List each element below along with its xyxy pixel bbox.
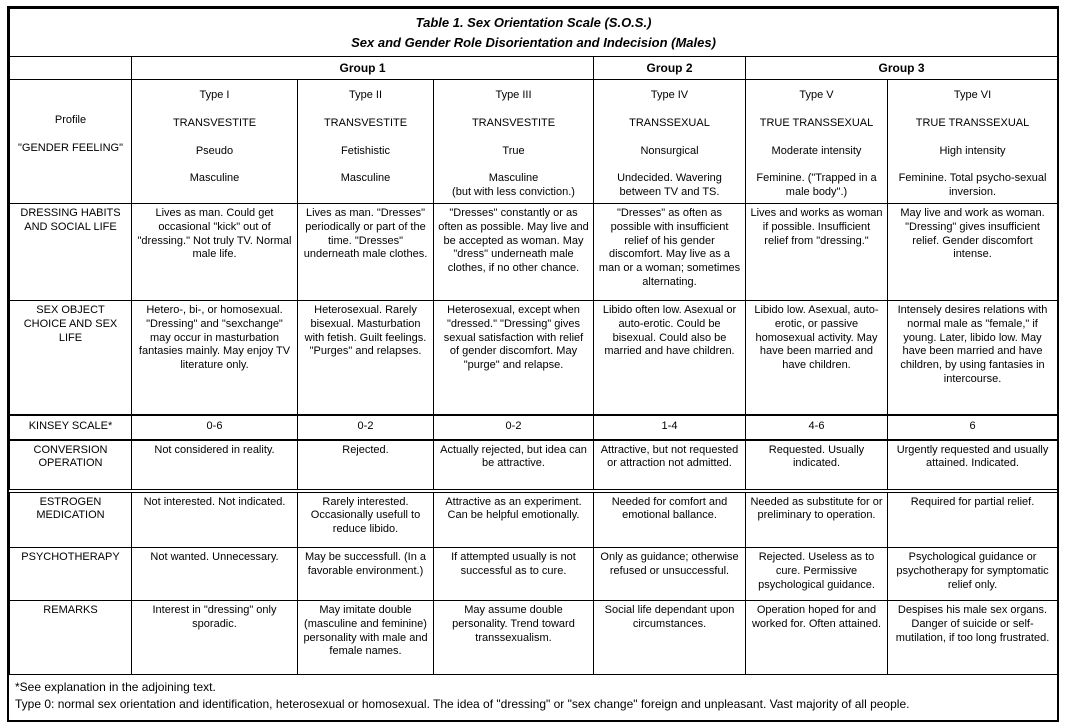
type-category: TRANSVESTITE (172, 116, 257, 129)
conversion-operation-row (10, 440, 1058, 491)
row-label: KINSEY SCALE* (10, 415, 132, 440)
table-cell: Requested. Usually indicated. (746, 440, 888, 491)
type-category: TRANSVESTITE (471, 116, 556, 129)
profile-type-2 (298, 80, 434, 204)
type-variant: Moderate intensity (771, 144, 862, 157)
table-title (10, 9, 1058, 57)
type-feeling: Masculine (189, 172, 240, 185)
row-label: PSYCHOTHERAPY (10, 548, 132, 601)
row-label: REMARKS (10, 601, 132, 675)
kinsey-scale-row (10, 415, 1058, 440)
table-cell: 1-4 (594, 415, 746, 440)
sos-table (9, 8, 1058, 675)
type-feeling: Masculine (340, 172, 391, 185)
sos-table-frame (7, 6, 1059, 722)
table-cell: May imitate double (masculine and feminine) personality with male and female names. (298, 601, 434, 675)
type-name: Type II (348, 89, 383, 101)
profile-type-4 (594, 80, 746, 204)
group-2-header: Group 2 (594, 57, 746, 80)
profile-type-3 (434, 80, 594, 204)
footnotes (9, 675, 1057, 720)
table-cell: Interest in "dressing" only sporadic. (132, 601, 298, 675)
type-variant: High intensity (939, 144, 1006, 157)
table-cell: Despises his male sex organs. Danger of suicide or self-mutilation, if too long frustrated. (888, 601, 1058, 675)
table-cell: "Dresses" as often as possible with insufficient relief of his gender discomfort. May live as a man or a woman; sometimes alternating. (594, 204, 746, 301)
table-cell: 6 (888, 415, 1058, 440)
table-cell: Psychological guidance or psychotherapy for symptomatic relief only. (888, 548, 1058, 601)
table-cell: Required for partial relief. (888, 491, 1058, 548)
table-cell: Lives as man. Could get occasional "kick" out of "dressing." Not truly TV. Normal male life. (132, 204, 298, 301)
profile-type-5 (746, 80, 888, 204)
title-row (10, 9, 1058, 57)
gender-feeling-label: "GENDER FEELING" (18, 141, 123, 154)
table-cell: May assume double personality. Trend toward transsexualism. (434, 601, 594, 675)
type-feeling: Feminine. ("Trapped in a male body".) (756, 172, 877, 198)
type-name: Type VI (953, 89, 992, 101)
table-cell: Not considered in reality. (132, 440, 298, 491)
table-cell: Rarely interested. Occasionally usefull to reduce libido. (298, 491, 434, 548)
table-cell: "Dresses" constantly or as often as possible. May live and be accepted as woman. May "dress" underneath male clothes, if no other chance. (434, 204, 594, 301)
table-cell: Heterosexual, except when "dressed." "Dressing" gives sexual satisfaction with relief of gender discomfort. May "purge" and relapse. (434, 301, 594, 415)
table-cell: Attractive as an experiment. Can be helpful emotionally. (434, 491, 594, 548)
footnote-asterisk: *See explanation in the adjoining text. (15, 680, 216, 694)
type-category: TRANSSEXUAL (629, 116, 710, 129)
corner-cell (10, 57, 132, 80)
type-feeling: Masculine (488, 172, 539, 185)
table-title-line1: Table 1. Sex Orientation Scale (S.O.S.) (415, 15, 652, 30)
table-cell: Attractive, but not requested or attraction not admitted. (594, 440, 746, 491)
table-cell: Urgently requested and usually attained. Indicated. (888, 440, 1058, 491)
row-label: ESTROGEN MEDICATION (10, 491, 132, 548)
type-name: Type III (495, 89, 532, 101)
row-label: SEX OBJECT CHOICE AND SEX LIFE (10, 301, 132, 415)
row-label: DRESSING HABITS AND SOCIAL LIFE (10, 204, 132, 301)
remarks-row (10, 601, 1058, 675)
type-category: TRUE TRANSSEXUAL (759, 116, 874, 129)
table-cell: Actually rejected, but idea can be attractive. (434, 440, 594, 491)
table-cell: Not wanted. Unnecessary. (132, 548, 298, 601)
profile-type-1 (132, 80, 298, 204)
type-name: Type V (799, 89, 834, 101)
table-cell: Social life dependant upon circumstances. (594, 601, 746, 675)
group-1-header: Group 1 (132, 57, 594, 80)
table-cell: Rejected. Useless as to cure. Permissive psychological guidance. (746, 548, 888, 601)
table-cell: 0-2 (298, 415, 434, 440)
type-variant: True (502, 144, 525, 157)
type-category: TRANSVESTITE (323, 116, 408, 129)
profile-label-text: Profile (54, 114, 87, 126)
table-cell: Rejected. (298, 440, 434, 491)
table-cell: 0-2 (434, 415, 594, 440)
table-cell: Not interested. Not indicated. (132, 491, 298, 548)
table-cell: Needed as substitute for or preliminary to operation. (746, 491, 888, 548)
type-name: Type I (199, 89, 230, 101)
profile-row (10, 80, 1058, 204)
table-cell: Lives and works as woman if possible. Insufficient relief from "dressing." (746, 204, 888, 301)
table-cell: Lives as man. "Dresses" periodically or part of the time. "Dresses" underneath male clothes. (298, 204, 434, 301)
table-cell: May live and work as woman. "Dressing" gives insufficient relief. Gender discomfort intense. (888, 204, 1058, 301)
footnote-type-0: Type 0: normal sex orientation and identification, heterosexual or homosexual. The idea of "dressing" or "sex change" foreign and unpleasant. Vast majority of all people. (15, 697, 910, 712)
profile-type-6 (888, 80, 1058, 204)
table-cell: 4-6 (746, 415, 888, 440)
table-title-line2: Sex and Gender Role Disorientation and Indecision (Males) (351, 34, 716, 50)
type-feeling: Feminine. Total psycho-sexual inversion. (898, 172, 1047, 198)
table-cell: Hetero-, bi-, or homosexual. "Dressing" and "sexchange" may occur in masturbation fantasies mainly. May enjoy TV literature only. (132, 301, 298, 415)
table-cell: 0-6 (132, 415, 298, 440)
table-cell: Only as guidance; otherwise refused or unsuccessful. (594, 548, 746, 601)
table-cell: Intensely desires relations with normal male as "female," if young. Later, libido low. May have been married and have children, by using fantasies in intercourse. (888, 301, 1058, 415)
type-feeling-cont: (but with less conviction.) (452, 186, 575, 198)
group-3-header: Group 3 (746, 57, 1058, 80)
table-cell: Operation hoped for and worked for. Often attained. (746, 601, 888, 675)
group-header-row (10, 57, 1058, 80)
table-cell: If attempted usually is not successful as to cure. (434, 548, 594, 601)
type-name: Type IV (650, 89, 689, 101)
estrogen-medication-row (10, 491, 1058, 548)
table-cell: Libido low. Asexual, auto-erotic, or passive homosexual activity. May have been married and have children. (746, 301, 888, 415)
dressing-habits-row (10, 204, 1058, 301)
table-cell: May be successfull. (In a favorable environment.) (298, 548, 434, 601)
profile-row-label (10, 80, 132, 204)
type-variant: Pseudo (195, 144, 234, 157)
sex-object-row (10, 301, 1058, 415)
table-cell: Heterosexual. Rarely bisexual. Masturbation with fetish. Guilt feelings. "Purges" and relapses. (298, 301, 434, 415)
type-feeling: Undecided. Wavering between TV and TS. (617, 172, 722, 198)
type-category: TRUE TRANSSEXUAL (915, 116, 1030, 129)
table-cell: Libido often low. Asexual or auto-erotic. Could be bisexual. Could also be married and have children. (594, 301, 746, 415)
table-cell: Needed for comfort and emotional ballance. (594, 491, 746, 548)
type-variant: Nonsurgical (640, 144, 699, 157)
row-label: CONVERSION OPERATION (10, 440, 132, 491)
psychotherapy-row (10, 548, 1058, 601)
type-variant: Fetishistic (341, 144, 390, 157)
